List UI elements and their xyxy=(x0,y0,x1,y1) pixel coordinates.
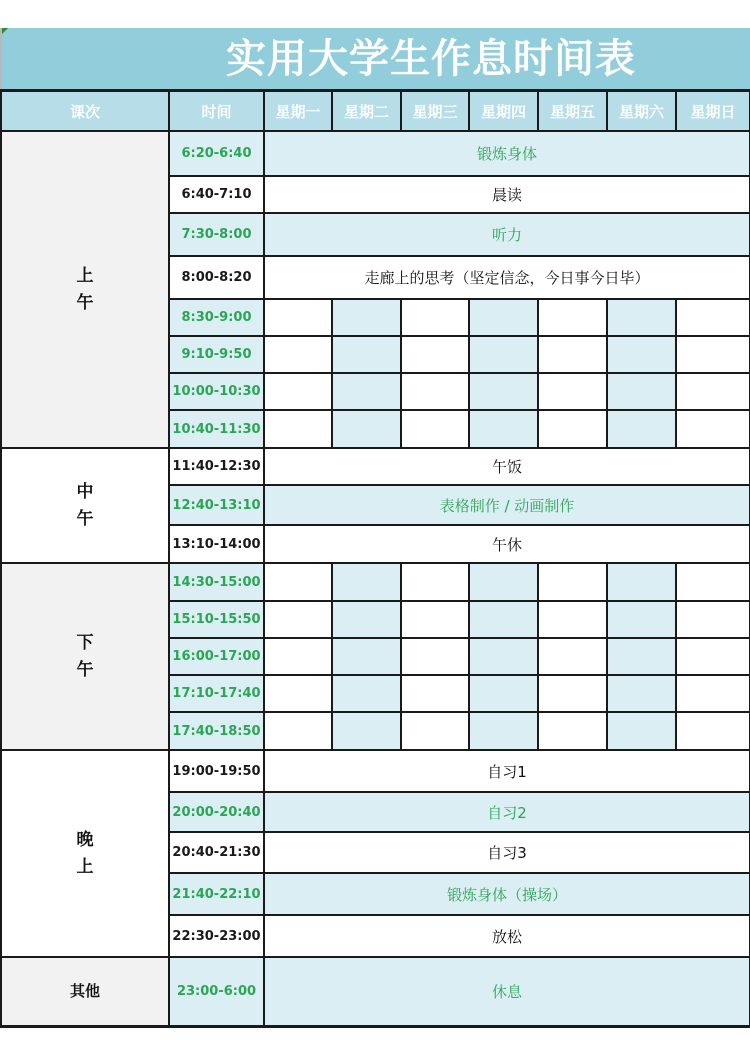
slot-sunday[interactable] xyxy=(676,712,750,750)
slot-wednesday[interactable] xyxy=(401,410,469,448)
slot-saturday[interactable] xyxy=(607,563,676,601)
header-saturday: 星期六 xyxy=(607,91,676,132)
table-row xyxy=(1,563,750,601)
slot-thursday[interactable] xyxy=(469,373,538,410)
activity-cell[interactable]: 锻炼身体 xyxy=(264,131,750,176)
slot-friday[interactable] xyxy=(538,336,607,373)
slot-monday[interactable] xyxy=(264,675,332,712)
slot-friday[interactable] xyxy=(538,373,607,410)
header-friday: 星期五 xyxy=(538,91,607,132)
time-cell[interactable]: 14:30-15:00 xyxy=(169,563,264,601)
period-evening xyxy=(1,750,169,957)
period-label: 中 午 xyxy=(76,481,94,529)
schedule-table xyxy=(0,89,750,1028)
period-label: 其他 xyxy=(69,981,100,1000)
time-cell[interactable]: 6:20-6:40 xyxy=(169,131,264,176)
slot-tuesday[interactable] xyxy=(332,601,401,638)
period-noon xyxy=(1,448,169,563)
slot-thursday[interactable] xyxy=(469,410,538,448)
slot-sunday[interactable] xyxy=(676,675,750,712)
slot-thursday[interactable] xyxy=(469,336,538,373)
activity-cell[interactable]: 自习1 xyxy=(264,750,750,792)
slot-tuesday[interactable] xyxy=(332,336,401,373)
slot-saturday[interactable] xyxy=(607,336,676,373)
slot-friday[interactable] xyxy=(538,601,607,638)
header-tuesday: 星期二 xyxy=(332,91,401,132)
table-row xyxy=(1,448,750,485)
slot-monday[interactable] xyxy=(264,410,332,448)
slot-thursday[interactable] xyxy=(469,638,538,675)
period-label: 上 午 xyxy=(76,265,94,313)
time-cell[interactable]: 22:30-23:00 xyxy=(169,915,264,957)
slot-monday[interactable] xyxy=(264,336,332,373)
period-label: 下 午 xyxy=(76,632,94,680)
slot-tuesday[interactable] xyxy=(332,638,401,675)
header-period: 课次 xyxy=(1,91,169,132)
slot-monday[interactable] xyxy=(264,712,332,750)
time-cell[interactable]: 21:40-22:10 xyxy=(169,873,264,915)
activity-cell[interactable]: 午休 xyxy=(264,525,750,563)
page-title: 实用大学生作息时间表 xyxy=(226,36,636,82)
slot-wednesday[interactable] xyxy=(401,373,469,410)
slot-thursday[interactable] xyxy=(469,675,538,712)
slot-friday[interactable] xyxy=(538,299,607,336)
time-cell[interactable]: 8:00-8:20 xyxy=(169,256,264,299)
slot-saturday[interactable] xyxy=(607,638,676,675)
slot-sunday[interactable] xyxy=(676,336,750,373)
activity-cell[interactable]: 表格制作 / 动画制作 xyxy=(264,485,750,525)
table-row xyxy=(1,750,750,792)
slot-tuesday[interactable] xyxy=(332,712,401,750)
slot-monday[interactable] xyxy=(264,563,332,601)
header-sunday: 星期日 xyxy=(676,91,750,132)
slot-friday[interactable] xyxy=(538,410,607,448)
table-row xyxy=(1,131,750,176)
slot-friday[interactable] xyxy=(538,563,607,601)
time-cell[interactable]: 10:40-11:30 xyxy=(169,410,264,448)
slot-thursday[interactable] xyxy=(469,601,538,638)
header-time: 时间 xyxy=(169,91,264,132)
slot-tuesday[interactable] xyxy=(332,410,401,448)
table-row xyxy=(1,957,750,1026)
title-bar xyxy=(0,28,750,89)
activity-cell[interactable]: 自习3 xyxy=(264,832,750,873)
slot-saturday[interactable] xyxy=(607,410,676,448)
slot-sunday[interactable] xyxy=(676,299,750,336)
slot-thursday[interactable] xyxy=(469,563,538,601)
header-row xyxy=(1,91,750,132)
slot-sunday[interactable] xyxy=(676,638,750,675)
slot-saturday[interactable] xyxy=(607,373,676,410)
slot-saturday[interactable] xyxy=(607,601,676,638)
time-cell[interactable]: 7:30-8:00 xyxy=(169,213,264,256)
time-cell[interactable]: 6:40-7:10 xyxy=(169,176,264,213)
period-morning xyxy=(1,131,169,448)
time-cell[interactable]: 23:00-6:00 xyxy=(169,957,264,1026)
activity-cell[interactable]: 午饭 xyxy=(264,448,750,485)
period-label: 晚 上 xyxy=(76,829,94,877)
slot-sunday[interactable] xyxy=(676,373,750,410)
slot-monday[interactable] xyxy=(264,601,332,638)
slot-monday[interactable] xyxy=(264,638,332,675)
slot-tuesday[interactable] xyxy=(332,299,401,336)
slot-wednesday[interactable] xyxy=(401,675,469,712)
period-other xyxy=(1,957,169,1026)
time-cell[interactable]: 17:10-17:40 xyxy=(169,675,264,712)
time-cell[interactable]: 20:40-21:30 xyxy=(169,832,264,873)
activity-cell[interactable]: 自习2 xyxy=(264,792,750,832)
slot-tuesday[interactable] xyxy=(332,675,401,712)
time-cell[interactable]: 16:00-17:00 xyxy=(169,638,264,675)
header-thursday: 星期四 xyxy=(469,91,538,132)
slot-sunday[interactable] xyxy=(676,601,750,638)
slot-tuesday[interactable] xyxy=(332,373,401,410)
time-cell[interactable]: 20:00-20:40 xyxy=(169,792,264,832)
slot-sunday[interactable] xyxy=(676,410,750,448)
slot-wednesday[interactable] xyxy=(401,336,469,373)
slot-friday[interactable] xyxy=(538,712,607,750)
time-cell[interactable]: 9:10-9:50 xyxy=(169,336,264,373)
period-afternoon xyxy=(1,563,169,750)
slot-wednesday[interactable] xyxy=(401,563,469,601)
cell-corner-marker xyxy=(2,28,8,34)
slot-wednesday[interactable] xyxy=(401,299,469,336)
slot-saturday[interactable] xyxy=(607,299,676,336)
time-cell[interactable]: 15:10-15:50 xyxy=(169,601,264,638)
slot-wednesday[interactable] xyxy=(401,638,469,675)
slot-thursday[interactable] xyxy=(469,299,538,336)
header-wednesday: 星期三 xyxy=(401,91,469,132)
time-cell[interactable]: 17:40-18:50 xyxy=(169,712,264,750)
time-cell[interactable]: 8:30-9:00 xyxy=(169,299,264,336)
slot-monday[interactable] xyxy=(264,299,332,336)
slot-wednesday[interactable] xyxy=(401,712,469,750)
activity-cell[interactable]: 放松 xyxy=(264,915,750,957)
slot-saturday[interactable] xyxy=(607,675,676,712)
slot-wednesday[interactable] xyxy=(401,601,469,638)
slot-thursday[interactable] xyxy=(469,712,538,750)
time-cell[interactable]: 13:10-14:00 xyxy=(169,525,264,563)
activity-cell[interactable]: 走廊上的思考（坚定信念，今日事今日毕） xyxy=(264,256,750,299)
header-monday: 星期一 xyxy=(264,91,332,132)
slot-tuesday[interactable] xyxy=(332,563,401,601)
slot-sunday[interactable] xyxy=(676,563,750,601)
slot-friday[interactable] xyxy=(538,675,607,712)
activity-cell[interactable]: 听力 xyxy=(264,213,750,256)
time-cell[interactable]: 12:40-13:10 xyxy=(169,485,264,525)
slot-saturday[interactable] xyxy=(607,712,676,750)
activity-cell[interactable]: 休息 xyxy=(264,957,750,1026)
slot-friday[interactable] xyxy=(538,638,607,675)
time-cell[interactable]: 11:40-12:30 xyxy=(169,448,264,485)
slot-monday[interactable] xyxy=(264,373,332,410)
activity-cell[interactable]: 锻炼身体（操场） xyxy=(264,873,750,915)
time-cell[interactable]: 19:00-19:50 xyxy=(169,750,264,792)
activity-cell[interactable]: 晨读 xyxy=(264,176,750,213)
time-cell[interactable]: 10:00-10:30 xyxy=(169,373,264,410)
